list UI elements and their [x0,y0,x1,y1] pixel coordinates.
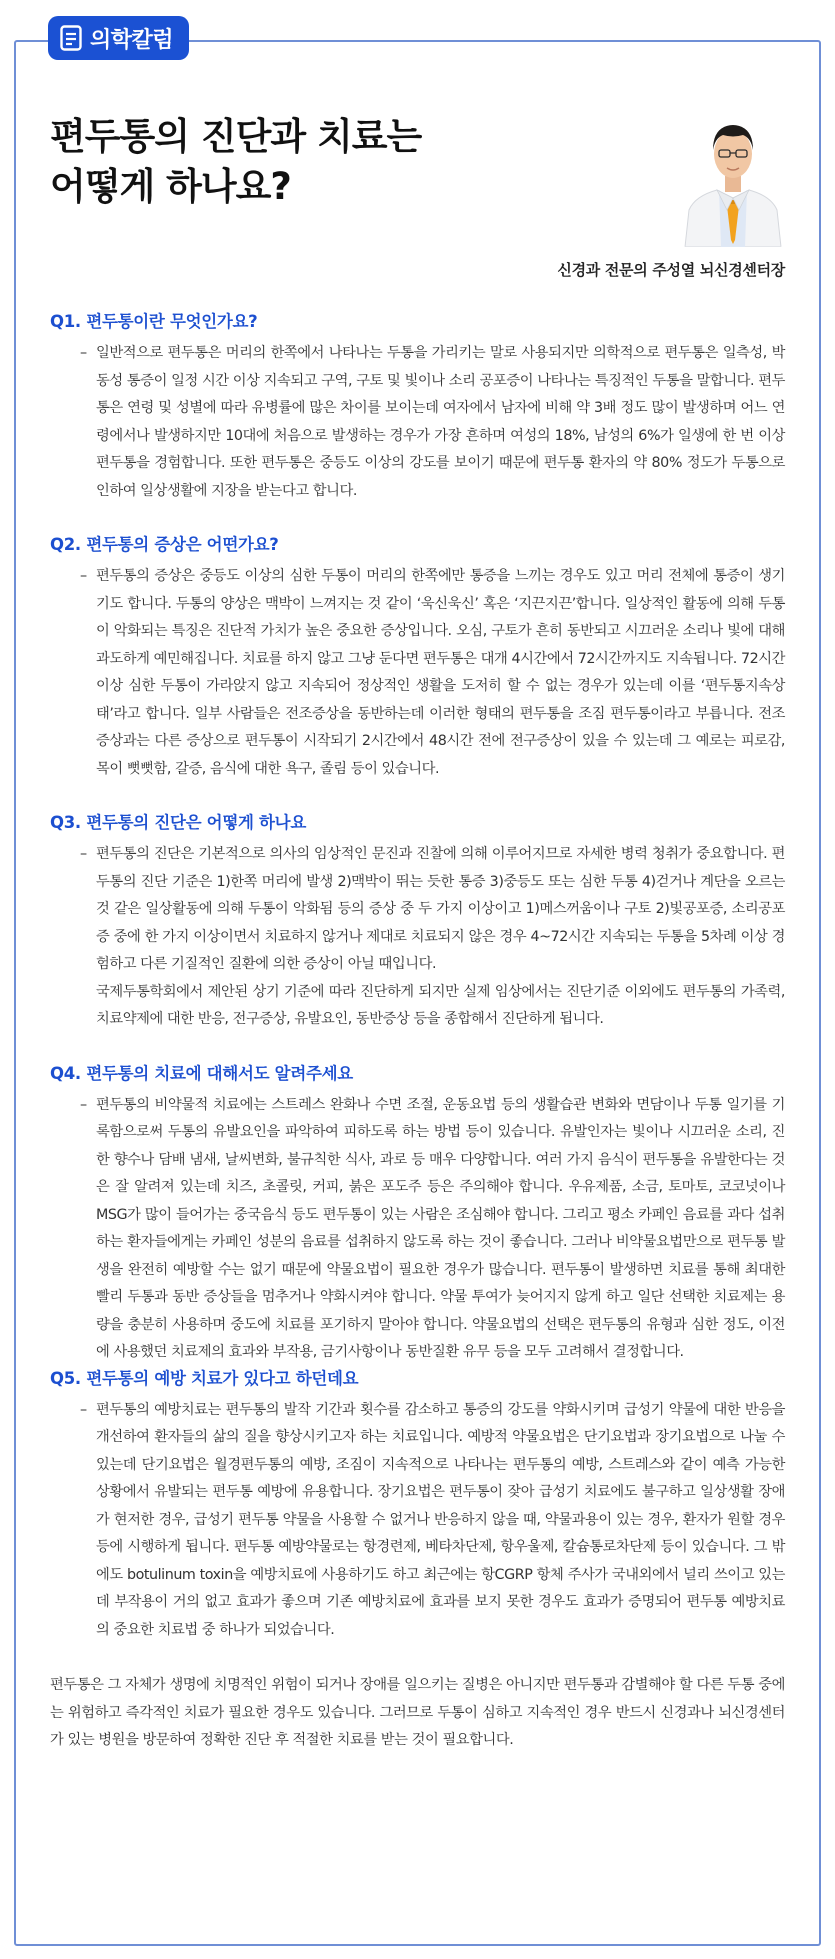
dash-marker: – [80,345,87,361]
answer-2-paragraph-1: 편두통의 증상은 중등도 이상의 심한 두통이 머리의 한쪽에만 통증을 느끼는 경우도 있고 머리 전체에 통증이 생기기도 합니다. 두통의 양상은 맥박이 느껴지는 것 같이 ‘욱신욱신’ 혹은 ‘지끈지끈’합니다. 일상적인 활동에 의해 두통이 악화되는 특징은 진단적 가치가 높은 중요한 증상입니다. 오심, 구토가 흔히 동반되고 시끄러운 소리나 빛에 대해 과도하게 예민해집니다. 치료를 하지 않고 그냥 둔다면 편두통은 대개 4시간에서 72시간까지도 지속됩니다. 72시간 이상 심한 두통이 가라앉지 않고 지속되어 정상적인 생활을 도저히 할 수 없는 경우가 있는데 이를 ‘편두통지속상태’라고 합니다. 일부 사람들은 전조증상을 동반하는데 이러한 형태의 편두통을 조짐 편두통이라고 부릅니다. 전조증상과는 다른 증상으로 편두통이 시작되기 2시간에서 48시간 전에 전구증상이 있을 수 있는데 그 예로는 피로감, 목이 뻣뻣함, 갈증, 음식에 대한 욕구, 졸림 등이 있습니다. [96,568,785,777]
qa-section-3 [50,811,785,1034]
badge-label: 의학칼럼 [90,27,174,53]
answer-3 [80,841,785,1034]
author-credit: 신경과 전문의 주성열 뇌신경센터장 [557,261,785,279]
answer-4 [80,1092,785,1367]
doctor-portrait-illustration [683,102,783,247]
answer-4-paragraph-1: 편두통의 비약물적 치료에는 스트레스 완화나 수면 조절, 운동요법 등의 생활습관 변화와 면담이나 두통 일기를 기록함으로써 두통의 유발요인을 파악하여 피하도록 하는 방법 등이 있습니다. 유발인자는 빛이나 시끄러운 소리, 진한 향수나 담배 냄새, 날씨변화, 불규칙한 식사, 과로 등 매우 다양합니다. 여러 가지 음식이 편두통을 유발한다는 것은 잘 알려져 있는데 치즈, 초콜릿, 커피, 붉은 포도주 등은 주의해야 합니다. 우유제품, 소금, 토마토, 코코넛이나 MSG가 많이 들어가는 중국음식 등도 편두통이 있는 사람은 조심해야 합니다. 그리고 평소 카페인 음료를 과다 섭취하는 환자들에게는 카페인 성분의 음료를 섭취하지 않도록 하는 것이 좋습니다. 그러나 비약물요법만으로 편두통 발생을 완전히 예방할 수는 없기 때문에 약물요법이 필요한 경우가 많습니다. 편두통이 발생하면 치료를 통해 최대한 빨리 두통과 동반 증상들을 멈추거나 약화시켜야 합니다. 약물 투여가 늦어지지 않게 하고 일단 선택한 치료제는 용량을 충분히 사용하며 중도에 치료를 포기하지 말아야 합니다. 약물요법의 선택은 편두통의 유형과 심한 정도, 이전에 사용했던 치료제의 효과와 부작용, 금기사항이나 동반질환 유무 등을 모두 고려해서 결정합니다. [96,1096,785,1360]
title-line-1: 편두통의 진단과 치료는 [50,115,422,158]
dash-marker: – [80,1096,87,1113]
title-line-2: 어떻게 하나요? [50,165,291,208]
qa-section-4 [50,1062,785,1367]
answer-5-paragraph-1: 편두통의 예방치료는 편두통의 발작 기간과 횟수를 감소하고 통증의 강도를 약화시키며 급성기 약물에 대한 반응을 개선하여 환자들의 삶의 질을 향상시키고자 하는 치료입니다. 예방적 약물요법은 단기요법과 장기요법으로 나눌 수 있는데 단기요법은 월경편두통의 예방, 조짐이 지속적으로 나타나는 편두통의 예방, 스트레스와 같이 예측 가능한 상황에서 유발되는 편두통 예방에 유용합니다. 장기요법은 편두통이 잦아 급성기 치료에도 불구하고 일상생활 장애가 현저한 경우, 급성기 편두통 약물을 사용할 수 없거나 반응하지 않을 때, 약물과용이 있는 경우, 환자가 원할 경우 등에 시행하게 됩니다. 편두통 예방약물로는 항경련제, 베타차단제, 항우울제, 칼슘통로차단제 등이 있습니다. 그 밖에도 botulinum toxin을 예방치료에 사용하기도 하고 최근에는 항CGRP 항체 주사가 국내외에서 널리 쓰이고 있는데 부작용이 거의 없고 효과가 좋으며 기존 예방치료에 효과를 보지 못한 경우도 효과가 증명되어 편두통 예방치료의 중요한 치료법 중 하나가 되었습니다. [96,1401,785,1638]
article-title [50,112,610,212]
closing-paragraph: 편두통은 그 자체가 생명에 치명적인 위험이 되거나 장애를 일으키는 질병은 아니지만 편두통과 감별해야 할 다른 두통 중에는 위험하고 즉각적인 치료가 필요한 경우도 있습니다. 그러므로 두통이 심하고 지속적인 경우 반드시 신경과나 뇌신경센터가 있는 병원을 방문하여 정확한 진단 후 적절한 치료를 받는 것이 필요합니다. [50,1677,785,1748]
article-body [50,310,785,1755]
dash-marker: – [80,1401,87,1418]
question-1: Q1. 편두통이란 무엇인가요? [50,312,258,331]
qa-section-5 [50,1367,785,1645]
question-2: Q2. 편두통의 증상은 어떤가요? [50,535,279,554]
answer-3-paragraph-1: 편두통의 진단은 기본적으로 의사의 임상적인 문진과 진찰에 의해 이루어지므로 자세한 병력 청취가 중요합니다. 편두통의 진단 기준은 1)한쪽 머리에 발생 2)맥박이 뛰는 듯한 통증 3)중등도 또는 심한 두통 4)걷거나 계단을 오르는 것 같은 일상활동에 의해 두통이 악화됨 등의 증상 중 두 가지 이상이고 1)메스꺼움이나 구토 2)빛공포증, 소리공포증 중에 한 가지 이상이면서 치료하지 않거나 제대로 치료되지 않은 경우 4~72시간 지속되는 두통을 5차례 이상 경험하고 다른 기질적인 질환에 의한 증상이 아닐 때입니다. [96,846,785,972]
answer-1 [80,340,785,505]
answer-5 [80,1397,785,1645]
question-5: Q5. 편두통의 예방 치료가 있다고 하던데요 [50,1368,359,1388]
answer-1-paragraph-1: 일반적으로 편두통은 머리의 한쪽에서 나타나는 두통을 가리키는 말로 사용되지만 의학적으로 편두통은 일측성, 박동성 통증이 일정 시간 이상 지속되고 구역, 구토 및 빛이나 소리 공포증이 나타나는 특징적인 두통을 말합니다. 편두통은 연령 및 성별에 따라 유병률에 많은 차이를 보이는데 여자에서 남자에 비해 약 3배 정도 많이 발생하며 어느 연령에서나 발생하지만 10대에 처음으로 발생하는 경우가 가장 흔하며 여성의 18%, 남성의 6%가 일생에 한 번 이상 편두통을 경험합니다. 또한 편두통은 중등도 이상의 강도를 보이기 때문에 편두통 환자의 약 80% 정도가 두통으로 인하여 일상생활에 지장을 받는다고 합니다. [96,345,785,499]
dash-marker: – [80,846,87,862]
answer-3-paragraph-2: 국제두통학회에서 제안된 상기 기준에 따라 진단하게 되지만 실제 임상에서는 진단기준 이외에도 편두통의 가족력, 치료약제에 대한 반응, 전구증상, 유발요인, 동반증상 등을 종합해서 진단하게 됩니다. [96,983,785,1027]
doctor-photo [683,102,783,247]
qa-section-1 [50,310,785,505]
dash-marker: – [80,568,87,584]
question-4: Q4. 편두통의 치료에 대해서도 알려주세요 [50,1063,353,1083]
answer-2 [80,563,785,783]
document-icon [60,25,82,51]
question-3: Q3. 편두통의 진단은 어떻게 하나요 [50,813,306,832]
column-badge [48,16,189,60]
qa-section-2 [50,533,785,783]
